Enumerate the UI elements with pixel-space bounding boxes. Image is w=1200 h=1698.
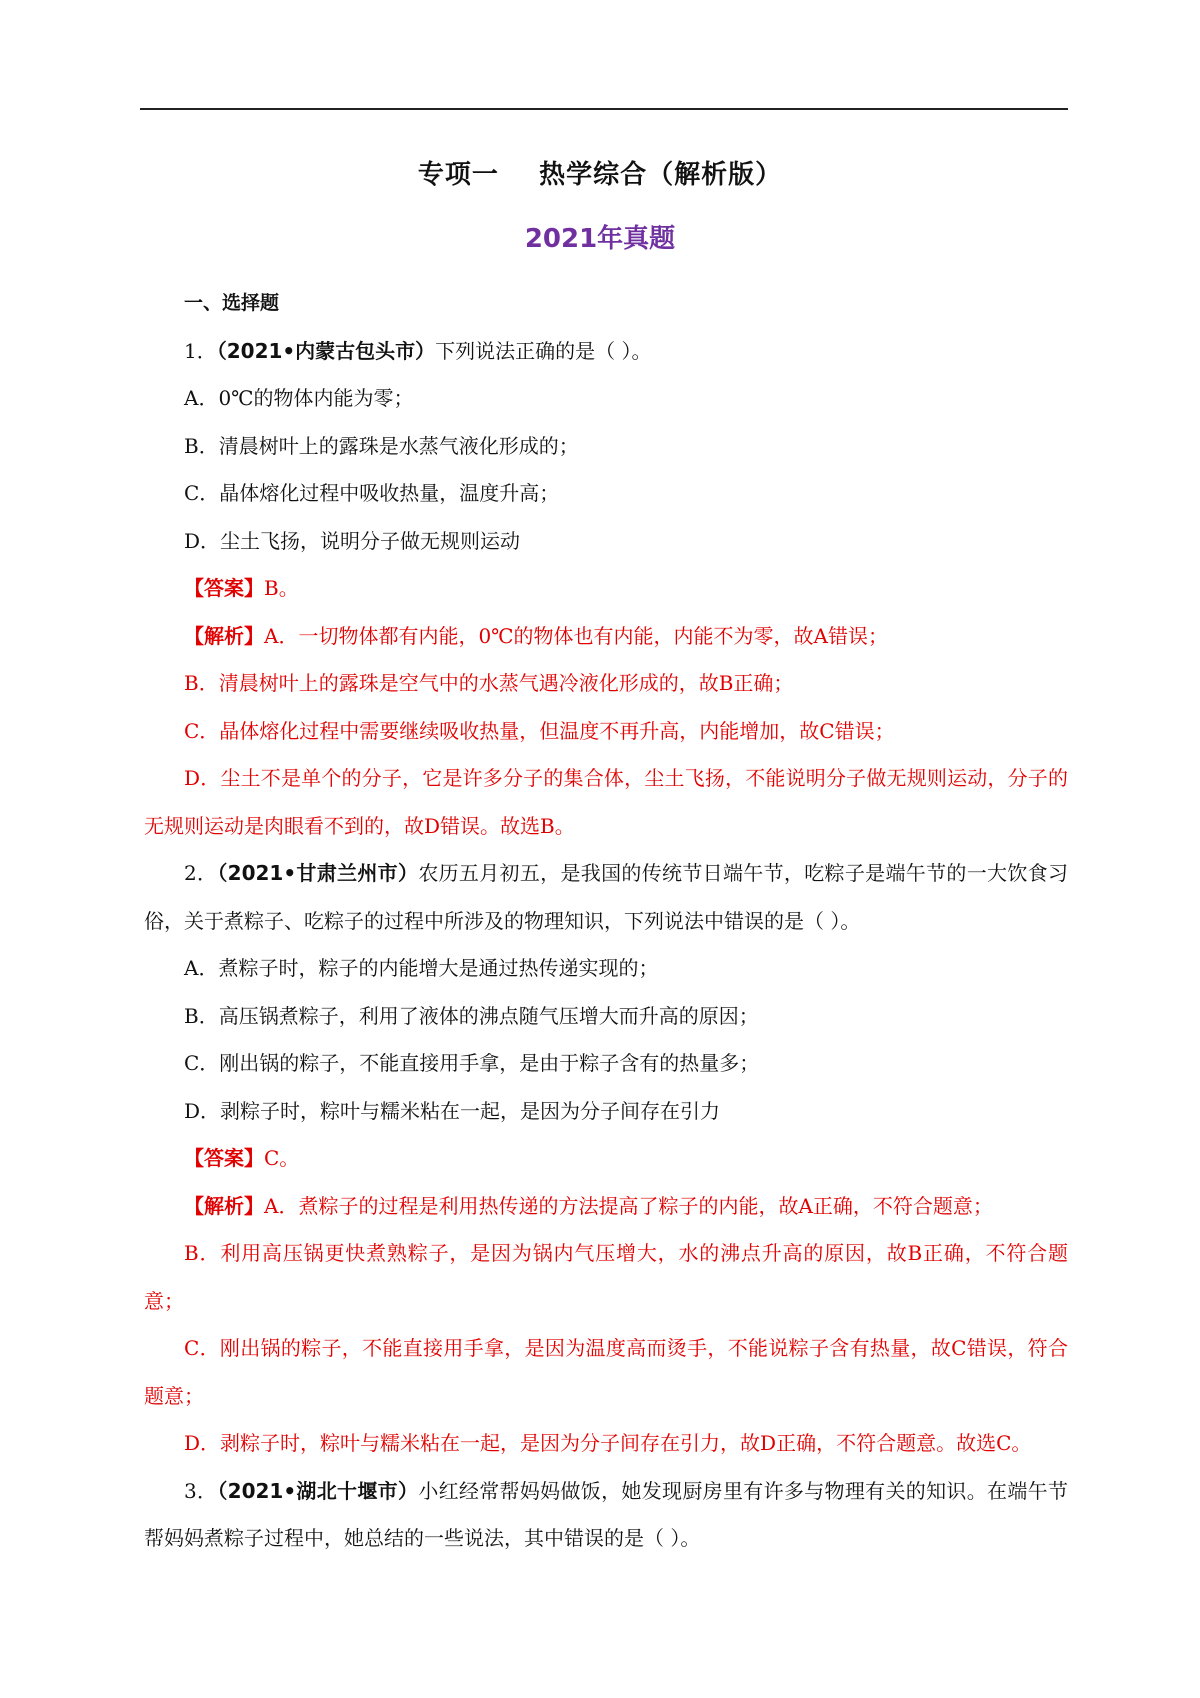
analysis-label: 【解析】: [184, 1193, 264, 1218]
question-2-analysis-a: [144, 1183, 1068, 1231]
question-2-option-c: C．刚出锅的粽子，不能直接用手拿，是由于粽子含有的热量多；: [184, 1051, 760, 1075]
question-1-option-a: A．0℃的物体内能为零；: [184, 386, 414, 410]
question-1-analysis-a: [144, 613, 1068, 661]
question-1-option-d: D．尘土飞扬，说明分子做无规则运动: [184, 528, 521, 553]
question-number: 1．: [184, 338, 217, 363]
page-title: 专项一 热学综合（解析版）: [417, 160, 783, 190]
question-source: （2021•甘肃兰州市）: [217, 861, 419, 885]
header-rule: [140, 108, 1068, 110]
question-number: 2．: [184, 861, 218, 885]
question-2-option-b: B．高压锅煮粽子，利用了液体的沸点随气压增大而升高的原因；: [184, 1003, 759, 1028]
question-number: 3．: [184, 1478, 218, 1503]
analysis-text: A．一切物体都有内能，0℃的物体也有内能，内能不为零，故A错误；: [264, 623, 888, 648]
question-2-analysis-d: D．剥粽子时，粽叶与糯米粘在一起，是因为分子间存在引力，故D正确，不符合题意。故选C。: [184, 1431, 1032, 1455]
question-text: 小红经常帮妈妈做饭，她发现厨房里有许多与物理有关的知识。在端午节帮妈妈煮粽子过程中，她总结的一些说法，其中错误的是（ ）。: [144, 1478, 1068, 1550]
question-1-option-b: B．清晨树叶上的露珠是水蒸气液化形成的；: [184, 433, 579, 458]
question-1-stem: [144, 328, 1068, 376]
question-1-option-c: C．晶体熔化过程中吸收热量，温度升高；: [184, 481, 560, 505]
question-1-analysis-d: D．尘土不是单个的分子，它是许多分子的集合体，尘土飞扬，不能说明分子做无规则运动，分子的无规则运动是肉眼看不到的，故D错误。故选B。: [144, 766, 1068, 838]
answer-value: B。: [264, 576, 299, 600]
question-text: 农历五月初五，是我国的传统节日端午节，吃粽子是端午节的一大饮食习俗，关于煮粽子、吃粽子的过程中所涉及的物理知识，下列说法中错误的是（ ）。: [144, 861, 1068, 933]
question-1-analysis-b: B．清晨树叶上的露珠是空气中的水蒸气遇冷液化形成的，故B正确；: [184, 671, 794, 695]
answer-label: 【答案】: [184, 576, 264, 600]
section-heading: 一、选择题: [184, 292, 280, 314]
question-1-answer: [144, 565, 1068, 613]
question-1-analysis-c: C．晶体熔化过程中需要继续吸收热量，但温度不再升高，内能增加，故C错误；: [184, 718, 895, 743]
question-2-option-a: A．煮粽子时，粽子的内能增大是通过热传递实现的；: [184, 956, 659, 980]
question-source: （2021•内蒙古包头市）: [216, 338, 436, 363]
analysis-label: 【解析】: [184, 623, 264, 648]
question-2-option-d: D．剥粽子时，粽叶与糯米粘在一起，是因为分子间存在引力: [184, 1098, 721, 1123]
question-source: （2021•湖北十堰市）: [217, 1478, 419, 1503]
question-2-analysis-b: B．利用高压锅更快煮熟粽子，是因为锅内气压增大，水的沸点升高的原因，故B正确，不符合题意；: [144, 1241, 1068, 1313]
question-2-analysis-c: C．刚出锅的粽子，不能直接用手拿，是因为温度高而烫手，不能说粽子含有热量，故C错误，符合题意；: [144, 1336, 1068, 1408]
question-text: 下列说法正确的是（ ）。: [435, 338, 652, 363]
question-3-stem: [144, 1468, 1068, 1563]
answer-value: C。: [264, 1146, 300, 1170]
answer-label: 【答案】: [184, 1146, 264, 1170]
question-2-stem: [144, 850, 1068, 945]
analysis-text: A．煮粽子的过程是利用热传递的方法提高了粽子的内能，故A正确，不符合题意；: [264, 1193, 993, 1218]
document-body: [144, 280, 1068, 1563]
question-2-answer: [144, 1135, 1068, 1183]
page-subtitle: 2021年真题: [524, 224, 676, 254]
